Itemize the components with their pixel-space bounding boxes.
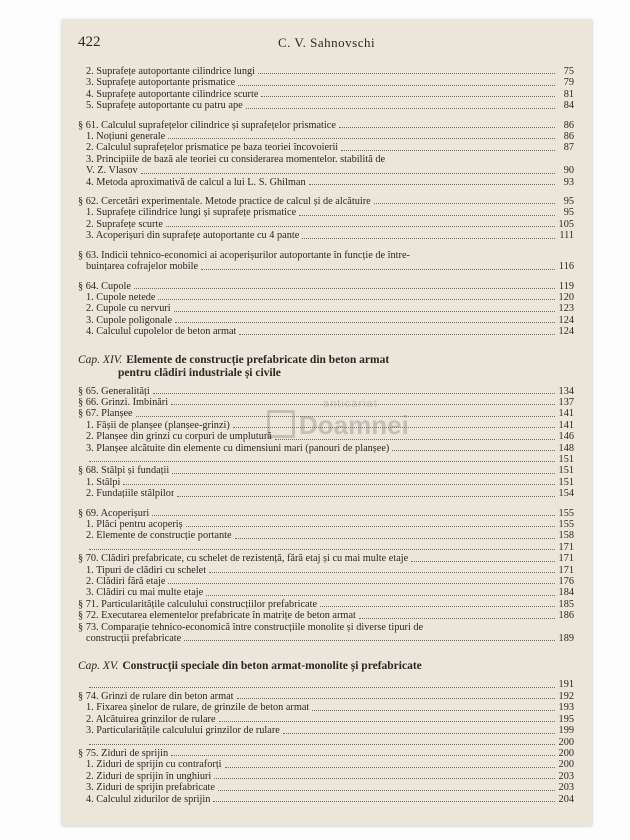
entry-page-number: 176 xyxy=(558,576,574,588)
entry-label: buințarea cofrajelor mobile xyxy=(86,261,199,273)
entry-page-number: 87 xyxy=(563,142,574,154)
toc-entry-continuation xyxy=(78,737,574,748)
entry-label: 3. Cupole poligonale xyxy=(86,314,173,326)
entry-label: § 67. Planșee xyxy=(78,408,133,420)
book-page xyxy=(62,20,592,826)
toc-subentry xyxy=(78,131,574,142)
toc-subentry xyxy=(78,443,574,454)
dot-leader xyxy=(237,698,555,699)
entry-label: 4. Calculul zidurilor de sprijin xyxy=(86,793,211,805)
dot-leader xyxy=(302,238,555,239)
dot-leader xyxy=(201,269,555,270)
dot-leader xyxy=(283,733,555,734)
entry-label: 3. Ziduri de sprijin prefabricate xyxy=(86,782,215,794)
entry-page-number: 199 xyxy=(558,725,574,737)
entry-page-number: 189 xyxy=(558,633,574,645)
toc-subentry xyxy=(78,702,574,713)
toc-entry-continuation xyxy=(78,679,574,690)
toc-subentry xyxy=(78,519,574,530)
dot-leader xyxy=(89,744,555,745)
dot-leader xyxy=(153,393,555,394)
entry-label: 1. Noțiuni generale xyxy=(86,131,166,143)
chapter-title-line2: pentru clădiri industriale și civile xyxy=(118,366,281,379)
chapter-heading xyxy=(78,354,574,380)
entry-page-number: 200 xyxy=(558,736,574,748)
entry-label: 1. Suprafețe cilindrice lungi și suprafețe prismatice xyxy=(86,207,297,219)
entry-page-number: 124 xyxy=(558,326,574,338)
spacer xyxy=(78,273,574,281)
entry-page-number: 111 xyxy=(559,230,574,242)
entry-label: 5. Suprafețe autoportante cu patru ape xyxy=(86,100,243,112)
toc-section-entry xyxy=(78,408,574,419)
toc-section-entry xyxy=(78,397,574,408)
chapter-number: Cap. XV. xyxy=(78,660,119,673)
entry-label: § 69. Acoperișuri xyxy=(78,507,150,519)
entry-page-number: 151 xyxy=(558,465,574,477)
dot-leader xyxy=(392,450,555,451)
entry-label: 2. Planșee din grinzi cu corpuri de umplutură xyxy=(86,431,272,443)
toc-section-entry xyxy=(78,465,574,476)
entry-label: 1. Tipuri de clădiri cu schelet xyxy=(86,564,207,576)
spacer xyxy=(78,112,574,120)
dot-leader xyxy=(136,416,555,417)
dot-leader xyxy=(258,73,555,74)
toc-subentry xyxy=(78,66,574,77)
toc-entry-continuation xyxy=(78,165,574,176)
entry-label: 2. Suprafețe autoportante cilindrice lungi xyxy=(86,66,255,77)
entry-label: 4. Calculul cupolelor de beton armat xyxy=(86,326,237,338)
dot-leader xyxy=(171,755,555,756)
entry-label: 1. Plăci pentru acoperiș xyxy=(86,519,183,530)
entry-label: V. Z. Vlasov xyxy=(86,165,138,177)
toc-subentry xyxy=(78,477,574,488)
toc-entry-continuation xyxy=(78,454,574,465)
toc-subentry xyxy=(78,771,574,782)
entry-page-number: 191 xyxy=(558,679,574,691)
entry-label: 2. Ziduri de sprijin în unghiuri xyxy=(86,770,212,782)
watermark-big-text: Doamnei xyxy=(299,410,409,440)
chapter-heading xyxy=(78,660,574,673)
dot-leader xyxy=(219,721,555,722)
dot-leader xyxy=(225,767,555,768)
entry-label: § 66. Grinzi. Îmbinări xyxy=(78,396,169,408)
entry-page-number: 134 xyxy=(558,385,574,397)
dot-leader xyxy=(168,583,555,584)
toc-subentry xyxy=(78,488,574,499)
dot-leader xyxy=(206,595,555,596)
dot-leader xyxy=(309,184,555,185)
entry-page-number: 195 xyxy=(558,713,574,725)
entry-page-number: 90 xyxy=(563,165,574,177)
entry-label: § 70. Clădiri prefabricate, cu schelet de rezistență, fără etaj și cu mai multe etaje xyxy=(78,553,409,565)
entry-page-number: 93 xyxy=(563,176,574,188)
dot-leader xyxy=(171,404,555,405)
dot-leader xyxy=(320,606,555,607)
entry-page-number: 124 xyxy=(558,314,574,326)
entry-page-number: 141 xyxy=(558,408,574,420)
toc-subentry xyxy=(78,177,574,188)
toc-subentry xyxy=(78,292,574,303)
toc-section-entry xyxy=(78,748,574,759)
entry-label: 4. Suprafețe autoportante cilindrice scurte xyxy=(86,88,259,100)
dot-leader xyxy=(238,85,555,86)
watermark-small-text: anticariat xyxy=(323,398,378,410)
entry-label: 2. Cupole cu nervuri xyxy=(86,303,171,315)
entry-page-number: 105 xyxy=(558,218,574,230)
entry-label: 3. Clădiri cu mai multe etaje xyxy=(86,587,204,599)
entry-label: 1. Stâlpi xyxy=(86,476,121,488)
dot-leader xyxy=(359,618,555,619)
entry-page-number: 81 xyxy=(563,88,574,100)
entry-label: § 74. Grinzi de rulare din beton armat xyxy=(78,690,234,702)
toc-section-entry xyxy=(78,120,574,131)
page-number: 422 xyxy=(78,34,101,50)
toc-entry-first-line: § 73. Comparație tehnico-economică între construcțiile monolite și diverse tipuri de xyxy=(78,621,424,633)
entry-label: 2. Clădiri fără etaje xyxy=(86,576,166,588)
toc-subentry xyxy=(78,77,574,88)
entry-page-number: 116 xyxy=(558,261,574,273)
entry-label: § 72. Executarea elementelor prefabricate în matrițe de beton armat xyxy=(78,610,356,622)
toc-subentry xyxy=(78,782,574,793)
toc-entry-first-line: 3. Principiile de bază ale teoriei cu considerarea momentelor. stabilită de xyxy=(86,153,386,165)
entry-page-number: 155 xyxy=(558,519,574,530)
entry-label: 2. Fundațiile stâlpilor xyxy=(86,488,175,500)
toc-subentry xyxy=(78,725,574,736)
entry-page-number: 79 xyxy=(563,77,574,89)
dot-leader xyxy=(175,322,555,323)
dot-leader xyxy=(218,790,555,791)
entry-label: 3. Suprafețe autoportante prismatice xyxy=(86,77,236,89)
dot-leader xyxy=(172,473,555,474)
dot-leader xyxy=(235,538,555,539)
entry-label: 1. Fixarea șinelor de rulare, de grinzile de beton armat xyxy=(86,702,310,714)
toc-subentry xyxy=(78,219,574,230)
entry-page-number: 154 xyxy=(558,488,574,500)
toc-subentry xyxy=(78,303,574,314)
spacer xyxy=(78,500,574,508)
dot-leader xyxy=(275,439,555,440)
dot-leader xyxy=(89,461,555,462)
toc-subentry xyxy=(78,230,574,241)
dot-leader xyxy=(174,311,555,312)
entry-page-number: 185 xyxy=(558,598,574,610)
running-head: C. V. Sahnovschi xyxy=(278,35,376,50)
toc-section-entry xyxy=(78,599,574,610)
dot-leader xyxy=(341,150,555,151)
dot-leader xyxy=(261,96,555,97)
dot-leader xyxy=(168,138,555,139)
dot-leader xyxy=(184,640,555,641)
dot-leader xyxy=(134,288,555,289)
toc-section-entry xyxy=(78,691,574,702)
entry-label: 3. Acoperișuri din suprafețe autoportante cu 4 pante xyxy=(86,230,300,242)
dot-leader xyxy=(239,334,555,335)
entry-page-number: 171 xyxy=(558,564,574,576)
entry-label: § 61. Calculul suprafețelor cilindrice și suprafețelor prismatice xyxy=(78,119,336,131)
toc-subentry xyxy=(78,315,574,326)
entry-label: 2. Suprafețe scurte xyxy=(86,218,163,230)
toc-subentry xyxy=(78,89,574,100)
dot-leader xyxy=(186,526,555,527)
entry-page-number: 148 xyxy=(558,442,574,454)
dot-leader xyxy=(123,484,555,485)
toc-entry-first-line: § 63. Indicii tehnico-economici ai acoperișurilor autoportante în funcție de între- xyxy=(78,249,410,261)
dot-leader xyxy=(177,496,555,497)
entry-page-number: 120 xyxy=(558,291,574,303)
entry-page-number: 203 xyxy=(558,782,574,794)
entry-label: 3. Planșee alcătuite din elemente cu dimensiuni mari (panouri de planșee) xyxy=(86,442,390,454)
dot-leader xyxy=(246,108,555,109)
toc-section-entry xyxy=(78,281,574,292)
entry-page-number: 186 xyxy=(558,610,574,622)
dot-leader xyxy=(152,515,555,516)
dot-leader xyxy=(89,549,555,550)
dot-leader xyxy=(166,226,555,227)
chapter-number: Cap. XIV. xyxy=(78,353,123,366)
dot-leader xyxy=(141,173,555,174)
entry-label: 1. Ziduri de sprijin cu contraforți xyxy=(86,759,222,771)
chapter-title: Elemente de construcție prefabricate din beton armat xyxy=(126,353,390,366)
dot-leader xyxy=(299,215,555,216)
entry-page-number: 84 xyxy=(563,100,574,112)
entry-page-number: 119 xyxy=(558,280,574,292)
toc-subentry xyxy=(78,431,574,442)
dot-leader xyxy=(312,710,555,711)
toc-subentry xyxy=(78,420,574,431)
entry-label: § 64. Cupole xyxy=(78,280,131,292)
toc-section-entry xyxy=(78,553,574,564)
entry-page-number: 151 xyxy=(558,476,574,488)
entry-label: 2. Alcătuirea grinzilor de rulare xyxy=(86,713,216,725)
entry-page-number: 155 xyxy=(558,507,574,519)
entry-page-number: 171 xyxy=(558,541,574,553)
entry-label: 4. Metoda aproximativă de calcul a lui L. S. Ghilman xyxy=(86,176,306,188)
entry-page-number: 137 xyxy=(558,396,574,408)
entry-page-number: 95 xyxy=(563,196,574,208)
entry-page-number: 86 xyxy=(563,131,574,143)
entry-page-number: 86 xyxy=(563,119,574,131)
toc-subentry xyxy=(78,530,574,541)
entry-label: 3. Particularitățile calculului grinzilor de rulare xyxy=(86,725,280,737)
entry-page-number: 75 xyxy=(563,66,574,77)
entry-label: 1. Cupole netede xyxy=(86,291,156,303)
entry-label: 2. Elemente de construcție portante xyxy=(86,530,232,542)
toc-entry-continuation xyxy=(78,542,574,553)
entry-label: 2. Calculul suprafețelor prismatice pe baza teoriei încovoierii xyxy=(86,142,339,154)
entry-label: § 71. Particularitățile calculului construcțiilor prefabricate xyxy=(78,598,318,610)
entry-page-number: 193 xyxy=(558,702,574,714)
entry-page-number: 192 xyxy=(558,690,574,702)
toc-subentry xyxy=(78,326,574,337)
dot-leader xyxy=(213,801,555,802)
dot-leader xyxy=(158,299,555,300)
dot-leader xyxy=(233,427,555,428)
dot-leader xyxy=(89,687,555,688)
dot-leader xyxy=(339,127,555,128)
toc-subentry xyxy=(78,587,574,598)
toc-subentry xyxy=(78,794,574,805)
dot-leader xyxy=(374,203,555,204)
toc-subentry xyxy=(78,207,574,218)
spacer xyxy=(78,242,574,250)
entry-label: § 68. Stâlpi și fundații xyxy=(78,465,170,477)
table-of-contents xyxy=(78,66,574,805)
entry-page-number: 141 xyxy=(558,419,574,431)
toc-subentry xyxy=(78,714,574,725)
entry-page-number: 95 xyxy=(563,207,574,219)
toc-section-entry xyxy=(78,508,574,519)
toc-subentry xyxy=(78,142,574,153)
toc-subentry xyxy=(78,565,574,576)
toc-section-entry xyxy=(78,610,574,621)
entry-page-number: 200 xyxy=(558,759,574,771)
entry-page-number: 200 xyxy=(558,747,574,759)
entry-label: § 62. Cercetări experimentale. Metode practice de calcul și de alcătuire xyxy=(78,196,371,208)
dot-leader xyxy=(209,572,555,573)
toc-section-entry xyxy=(78,386,574,397)
toc-entry-continuation xyxy=(78,261,574,272)
entry-label: construcții prefabricate xyxy=(86,633,182,645)
spacer xyxy=(78,188,574,196)
entry-label: § 65. Generalități xyxy=(78,385,150,397)
toc-section-entry xyxy=(78,196,574,207)
chapter-title: Construcții speciale din beton armat-monolite și prefabricate xyxy=(122,660,422,673)
entry-page-number: 146 xyxy=(558,431,574,443)
entry-page-number: 171 xyxy=(558,553,574,565)
entry-page-number: 158 xyxy=(558,530,574,542)
entry-label: § 75. Ziduri de sprijin xyxy=(78,747,169,759)
entry-page-number: 151 xyxy=(558,453,574,465)
entry-label: 1. Fâșii de planșee (planșee-grinzi) xyxy=(86,419,230,431)
toc-subentry xyxy=(78,759,574,770)
dot-leader xyxy=(411,561,555,562)
toc-subentry xyxy=(78,576,574,587)
toc-entry-continuation xyxy=(78,633,574,644)
entry-page-number: 203 xyxy=(558,770,574,782)
entry-page-number: 123 xyxy=(558,303,574,315)
entry-page-number: 204 xyxy=(558,793,574,805)
page-header xyxy=(78,28,576,56)
dot-leader xyxy=(214,778,555,779)
toc-subentry xyxy=(78,100,574,111)
entry-page-number: 184 xyxy=(558,587,574,599)
